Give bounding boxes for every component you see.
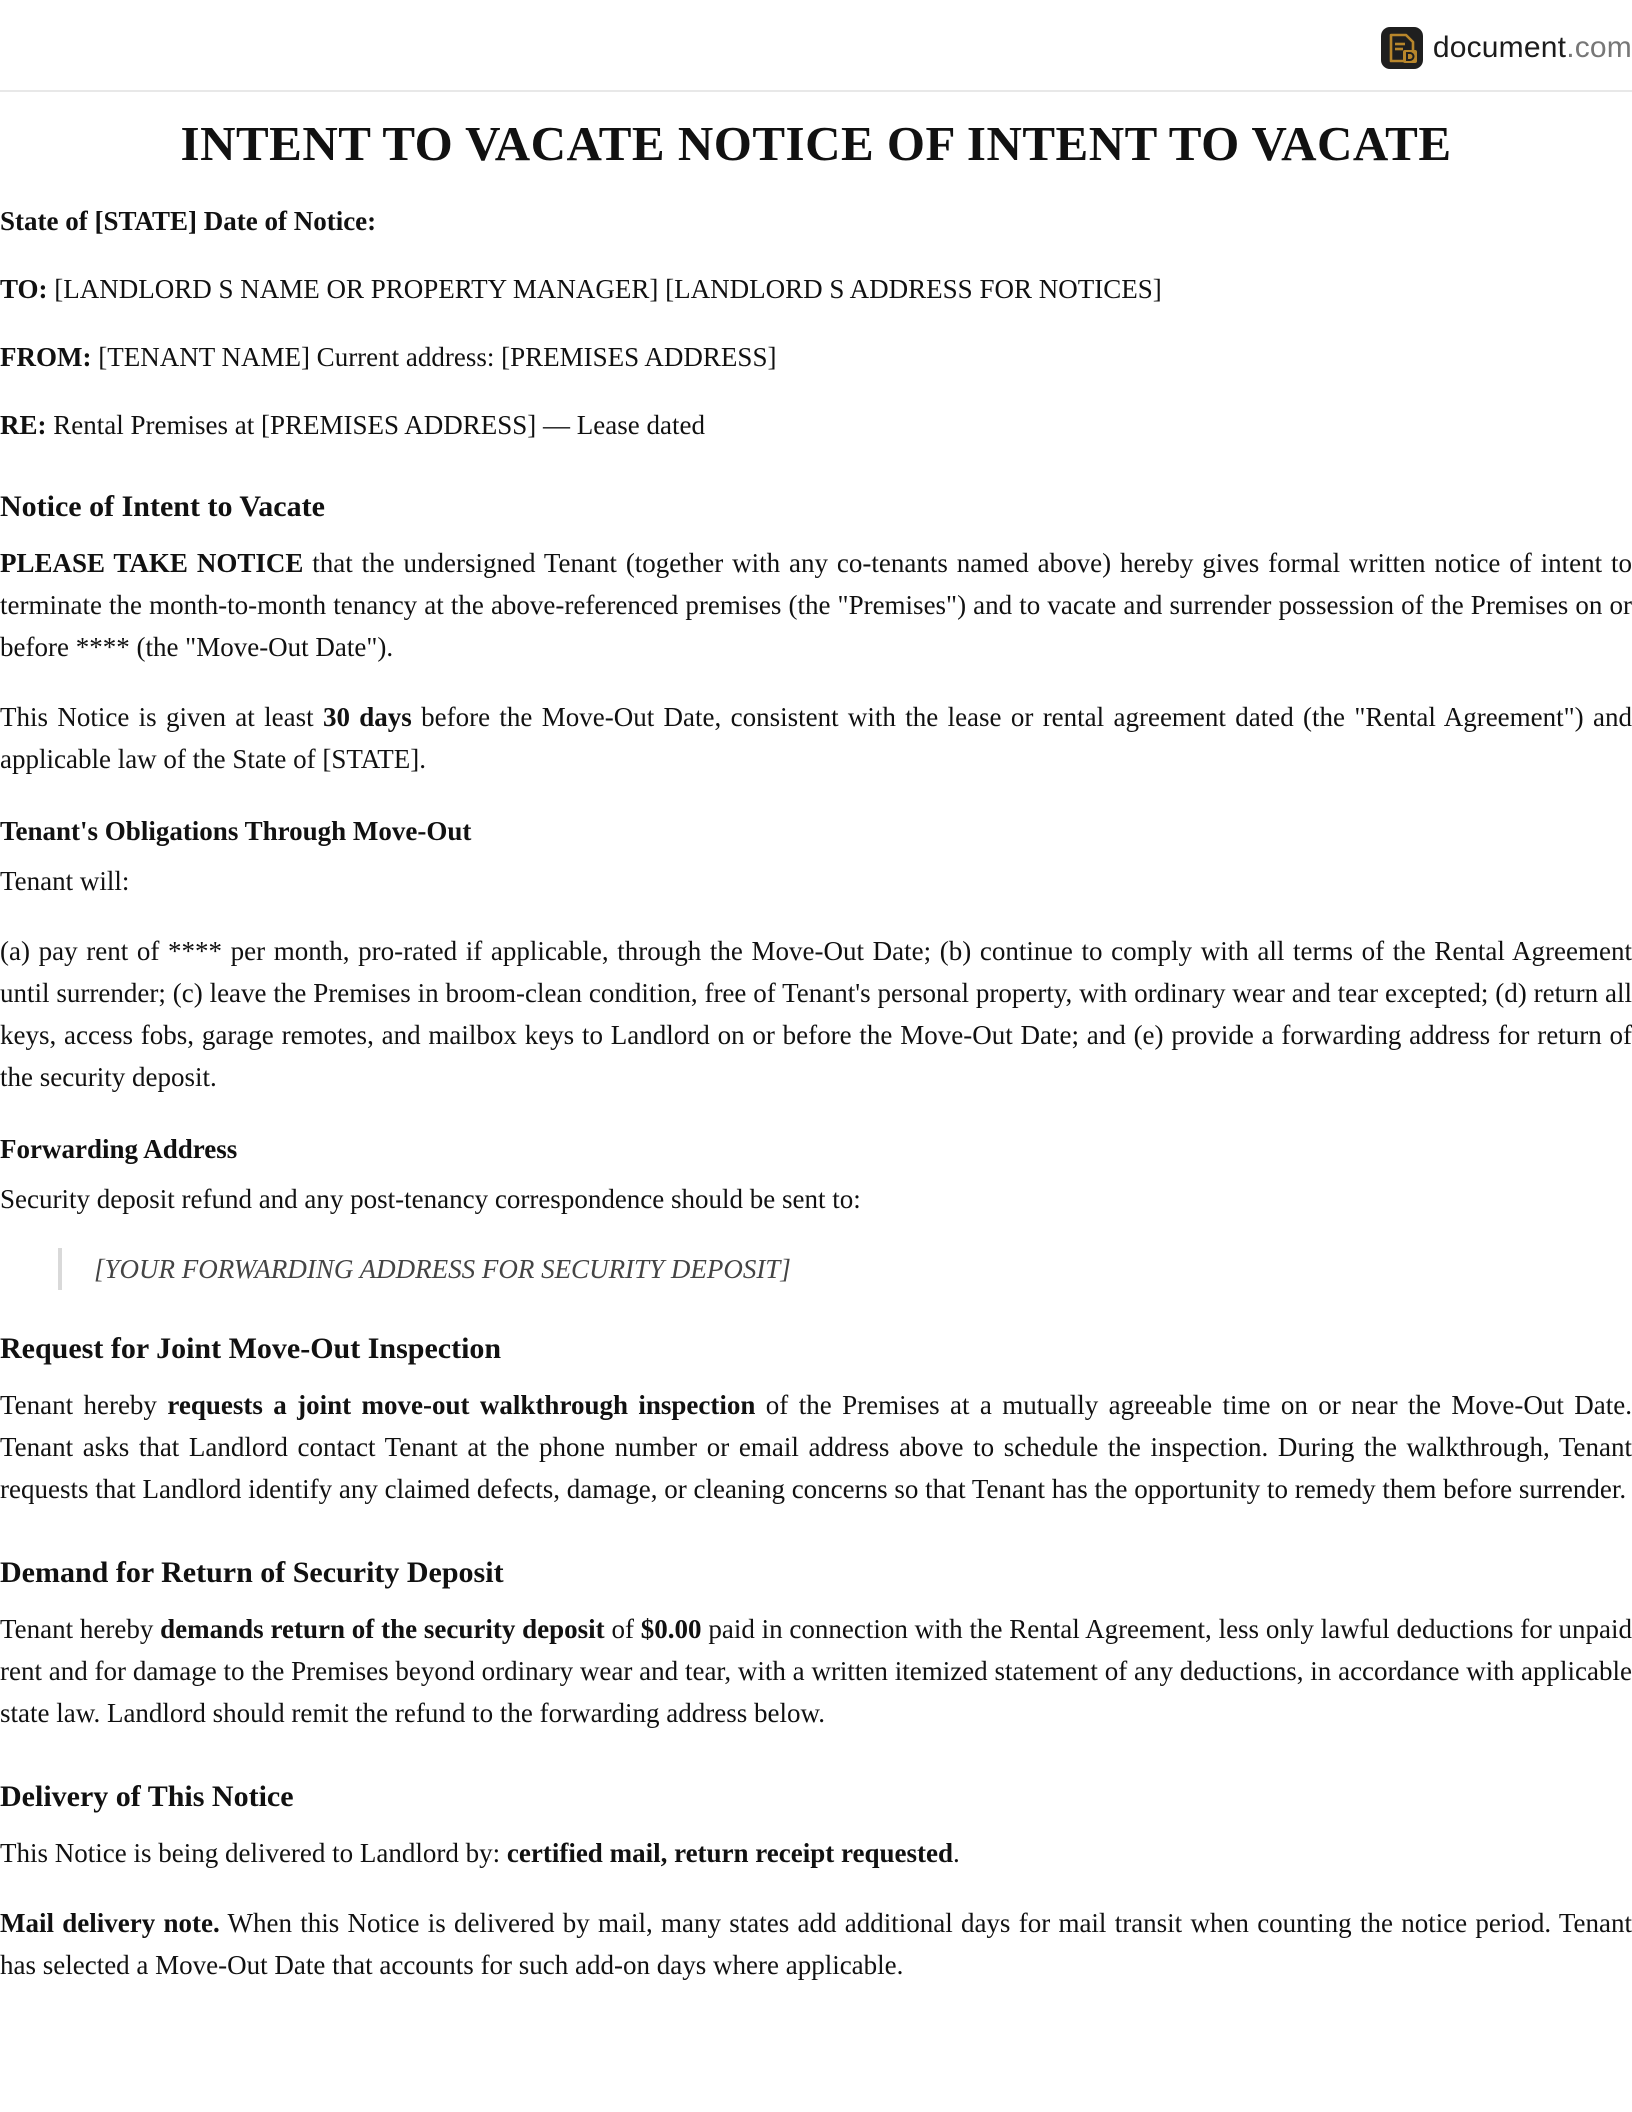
section-heading-forwarding: Forwarding Address (0, 1134, 238, 1164)
delivery-paragraph: This Notice is being delivered to Landlord by: certified mail, return receipt requested. (0, 1838, 960, 1868)
header-bar (0, 0, 1632, 92)
section-heading-delivery: Delivery of This Notice (0, 1780, 294, 1813)
document-logo-icon (1381, 27, 1423, 69)
brand-name: document.com (1432, 31, 1632, 64)
mail-delivery-note: Mail delivery note. When this Notice is delivered by mail, many states add additional days for mail transit when counting the notice period. Tenant has selected a Move-Out Date that accounts for such add-on days where applicable. (0, 1908, 1632, 1980)
state-date-line: State of [STATE] Date of Notice: (0, 206, 377, 236)
deposit-paragraph: Tenant hereby demands return of the security deposit of $0.00 paid in connection with the Rental Agreement, less only lawful deductions for unpaid rent and for damage to the Premises beyond ordinary wear and tear, with a written itemized statement of any deductions, in accordance with applicable state law. Landlord should remit the refund to the forwarding address below. (0, 1614, 1632, 1728)
section-heading-inspection: Request for Joint Move-Out Inspection (0, 1332, 502, 1365)
notice-paragraph: PLEASE TAKE NOTICE that the undersigned Tenant (together with any co-tenants named above) hereby gives formal written notice of intent to terminate the month-to-month tenancy at the above-referenced premises (the "Premises") and to vacate and surrender possession of the Premises on or before **** (the "Move-Out Date"). (0, 548, 1632, 662)
from-line: FROM: [TENANT NAME] Current address: [PREMISES ADDRESS] (0, 342, 777, 372)
to-line: TO: [LANDLORD S NAME OR PROPERTY MANAGER] [LANDLORD S ADDRESS FOR NOTICES] (0, 274, 1162, 304)
re-line: RE: Rental Premises at [PREMISES ADDRESS] — Lease dated (0, 410, 705, 440)
obligations-list: (a) pay rent of **** per month, pro-rated if applicable, through the Move-Out Date; (b) continue to comply with all terms of the Rental Agreement until surrender; (c) leave the Premises in broom-clean condition, free of Tenant's personal property, with ordinary wear and tear excepted; (d) return all keys, access fobs, garage remotes, and mailbox keys to Landlord on or before the Move-Out Date; and (e) provide a forwarding address for return of the security deposit. (0, 936, 1632, 1092)
document-body (0, 92, 1632, 1986)
section-heading-intent: Notice of Intent to Vacate (0, 490, 325, 523)
notice-period-paragraph: This Notice is given at least 30 days before the Move-Out Date, consistent with the lease or rental agreement dated (the "Rental Agreement") and applicable law of the State of [STATE]. (0, 702, 1632, 774)
obligations-intro: Tenant will: (0, 866, 130, 896)
document-title: INTENT TO VACATE NOTICE OF INTENT TO VACATE (180, 116, 1452, 171)
section-heading-deposit: Demand for Return of Security Deposit (0, 1556, 504, 1589)
section-heading-obligations: Tenant's Obligations Through Move-Out (0, 816, 472, 846)
forwarding-intro: Security deposit refund and any post-tenancy correspondence should be sent to: (0, 1184, 861, 1214)
forwarding-address-blockquote: [YOUR FORWARDING ADDRESS FOR SECURITY DEPOSIT] (58, 1248, 1632, 1290)
brand-logo[interactable] (1381, 24, 1632, 72)
inspection-paragraph: Tenant hereby requests a joint move-out walkthrough inspection of the Premises at a mutually agreeable time on or near the Move-Out Date. Tenant asks that Landlord contact Tenant at the phone number or email address above to schedule the inspection. During the walkthrough, Tenant requests that Landlord identify any claimed defects, damage, or cleaning concerns so that Tenant has the opportunity to remedy them before surrender. (0, 1390, 1632, 1504)
